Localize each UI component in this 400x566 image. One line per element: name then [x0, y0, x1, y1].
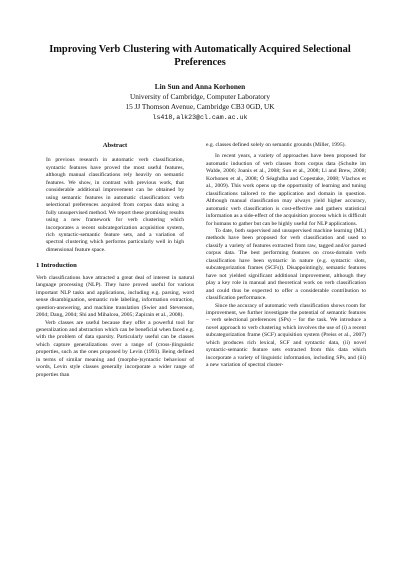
abstract-heading: Abstract: [102, 142, 128, 149]
section-heading-introduction: 1 Introduction: [36, 262, 77, 270]
author-email: ls418,alk23@cl.cam.ac.uk: [152, 113, 248, 121]
paper-title: Improving Verb Clustering with Automatically Acquired Selectional Preferences: [49, 44, 351, 68]
address: 15 JJ Thomson Avenue, Cambridge CB3 0GD, UK: [125, 102, 275, 112]
right-paragraph-2: To date, both supervised and unsupervised machine learning (ML) methods have been proposed for verb classification and used to classify a variety of features extracted from raw, tagged and/or parsed corpus data. The best performing features on cross-domain verb classification have been syntactic in nature (e.g. syntactic slots, subcategorization frames (SCFs)). Disappointingly, semantic features have not yielded significant additional improvement, although they play a key role in manual and theoretical work on verb classification and could thus be expected to offer a considerable contribution to classification performance.: [206, 227, 366, 302]
right-continuation-text: e.g. classes defined solely on semantic grounds (Miller, 1995).: [206, 142, 346, 148]
intro-paragraph-1: Verb classifications have attracted a great deal of interest in natural language processing (NLP). They have proved useful for various important NLP tasks and applications, including e.g. parsing, word sense disambiguation, semantic role labeling, information extraction, question-answering, and machine translation (Swier and Stevenson, 2004; Dang, 2004; Shi and Mihalcea, 2005; Zapirain et al., 2008).: [36, 274, 194, 319]
affiliation: University of Cambridge, Computer Laboratory: [129, 92, 271, 102]
right-paragraph-1: In recent years, a variety of approaches have been proposed for automatic induction of verb classes from corpus data (Schulte im Walde, 2006; Joanis et al., 2008; Sun et al., 2008; Li and Brew, 2008; Korhonen et al., 2008; Ó Séaghdha and Copestake, 2008; Vlachos et al., 2009). This work opens up the opportunity of learning and tuning classifications tailored to the application and domain in question. Although manual classification may always yield higher accuracy, automatic verb classification is cost-effective and gathers statistical information as a side-effect of the acquisition process which is difficult for humans to gather but can be highly useful for NLP applications.: [206, 153, 366, 227]
intro-paragraph-2: Verb classes are useful because they offer a powerful tool for generalization and abstraction which can be beneficial when faced e.g. with the problem of data sparsity. Particularly useful can be classes which capture generalizations over a range of (cross-)linguistic properties, such as the ones proposed by Levin (1993). Being defined in terms of similar meaning and (morpho-)syntactic behaviour of words, Levin style classes generally incorporate a wider range of properties than: [36, 319, 194, 378]
author-block: [60, 82, 340, 123]
right-column: [206, 142, 366, 370]
left-column: [36, 142, 194, 379]
author-names: Lin Sun and Anna Korhonen: [154, 82, 246, 91]
right-paragraph-3: Since the accuracy of automatic verb classification shows room for improvement, we further investigate the potential of semantic features – verb selectional preferences (SPs) – for the task. We introduce a novel approach to verb clustering which involves the use of (i) a recent subcategorization frame (SCF) acquisition system (Preiss et al., 2007) which produces rich lexical, SCF and syntactic data, (ii) novel syntactic-semantic feature sets extracted from this data which incorporate a variety of linguistic information, including SPs, and (iii) a new variation of spectral cluster-: [206, 302, 366, 369]
abstract-text: In previous research in automatic verb classification, syntactic features have proved the most useful features, although manual classifications rely heavily on semantic features. We show, in contrast with previous work, that considerable additional improvement can be obtained by using semantic features in automatic classification: verb selectional preferences acquired from corpus data using a fully unsupervised method. We report these promising results using a new framework for verb clustering which incorporates a recent subcategorization acquisition system, rich syntactic-semantic feature sets, and a variation of spectral clustering which performs particularly well in high dimensional feature space.: [46, 157, 184, 253]
